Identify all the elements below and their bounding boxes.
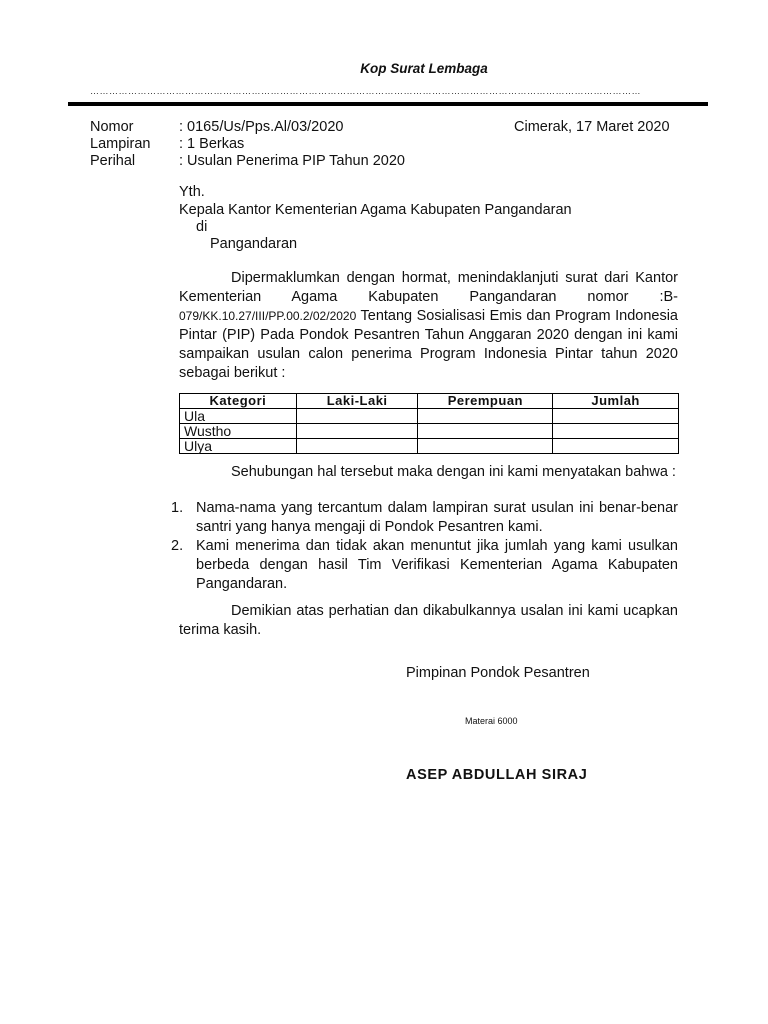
table-row [180, 424, 679, 439]
category-table [179, 393, 679, 454]
cell-laki-laki [296, 439, 418, 454]
recipient-di: di [196, 219, 208, 235]
cell-kategori: Ulya [180, 439, 297, 454]
statement-text: Sehubungan hal tersebut maka dengan ini kami menyatakan bahwa : [231, 464, 676, 480]
paragraph-closing [179, 602, 678, 640]
cell-kategori: Wustho [180, 424, 297, 439]
lampiran-label: Lampiran [90, 136, 151, 152]
closing-text: Demikian atas perhatian dan dikabulkannya usalan ini kami ucapkan terima kasih. [179, 603, 678, 638]
table-header-row [180, 394, 679, 409]
list-item-number: 1. [171, 500, 184, 516]
cell-perempuan [418, 409, 553, 424]
signature-title: Pimpinan Pondok Pesantren [406, 665, 590, 681]
paragraph-statement [179, 463, 678, 482]
header-kategori: Kategori [180, 394, 297, 409]
paragraph-intro [179, 269, 678, 383]
perihal-label: Perihal [90, 153, 136, 169]
signatory-name: ASEP ABDULLAH SIRAJ [406, 767, 588, 783]
list-item-number: 2. [171, 538, 184, 554]
reference-number: 079/KK.10.27/III/PP.00.2/02/2020 [179, 309, 357, 323]
nomor-label: Nomor [90, 119, 134, 135]
intro-text-b: Tentang Sosialisasi Emis dan Program Indonesia Pintar (PIP) Pada Pondok Pesantren Tahun Anggaran 2020 dengan ini kami sampaikan usulan calon penerima Program Indonesia Pintar tahun 2020 sebagai berikut : [179, 308, 678, 381]
cell-perempuan [418, 439, 553, 454]
letterhead-title: Kop Surat Lembaga [360, 61, 488, 76]
place-date: Cimerak, 17 Maret 2020 [514, 119, 670, 135]
cell-perempuan [418, 424, 553, 439]
list-item [171, 537, 678, 594]
header-laki-laki: Laki-Laki [296, 394, 418, 409]
list-item-text: Kami menerima dan tidak akan menuntut jika jumlah yang kami usulkan berbeda dengan hasil Tim Verifikasi Kementerian Agama Kabupaten Pangandaran. [196, 538, 678, 592]
cell-kategori: Ula [180, 409, 297, 424]
perihal-value: : Usulan Penerima PIP Tahun 2020 [179, 153, 405, 169]
cell-laki-laki [296, 424, 418, 439]
cell-laki-laki [296, 409, 418, 424]
table-row [180, 409, 679, 424]
header-perempuan: Perempuan [418, 394, 553, 409]
recipient-line: Kepala Kantor Kementerian Agama Kabupaten Pangandaran [179, 202, 572, 218]
list-item-text: Nama-nama yang tercantum dalam lampiran surat usulan ini benar-benar santri yang hanya mengaji di Pondok Pesantren kami. [196, 500, 678, 535]
nomor-value: : 0165/Us/Pps.Al/03/2020 [179, 119, 344, 135]
cell-jumlah [553, 409, 679, 424]
list-item [171, 499, 678, 537]
header-jumlah: Jumlah [553, 394, 679, 409]
cell-jumlah [553, 439, 679, 454]
statement-list [171, 499, 678, 594]
salutation: Yth. [179, 184, 205, 200]
letterhead-dots: ………………………………………………………………………………………………………………………………………………………… [90, 86, 641, 96]
recipient-city: Pangandaran [210, 236, 298, 252]
materai-label: Materai 6000 [465, 716, 518, 726]
cell-jumlah [553, 424, 679, 439]
letterhead-divider [68, 102, 708, 106]
intro-text-a: Dipermaklumkan dengan hormat, menindaklanjuti surat dari Kantor Kementerian Agama Kabupaten Pangandaran nomor :B- [179, 270, 678, 305]
lampiran-value: : 1 Berkas [179, 136, 245, 152]
table-row [180, 439, 679, 454]
